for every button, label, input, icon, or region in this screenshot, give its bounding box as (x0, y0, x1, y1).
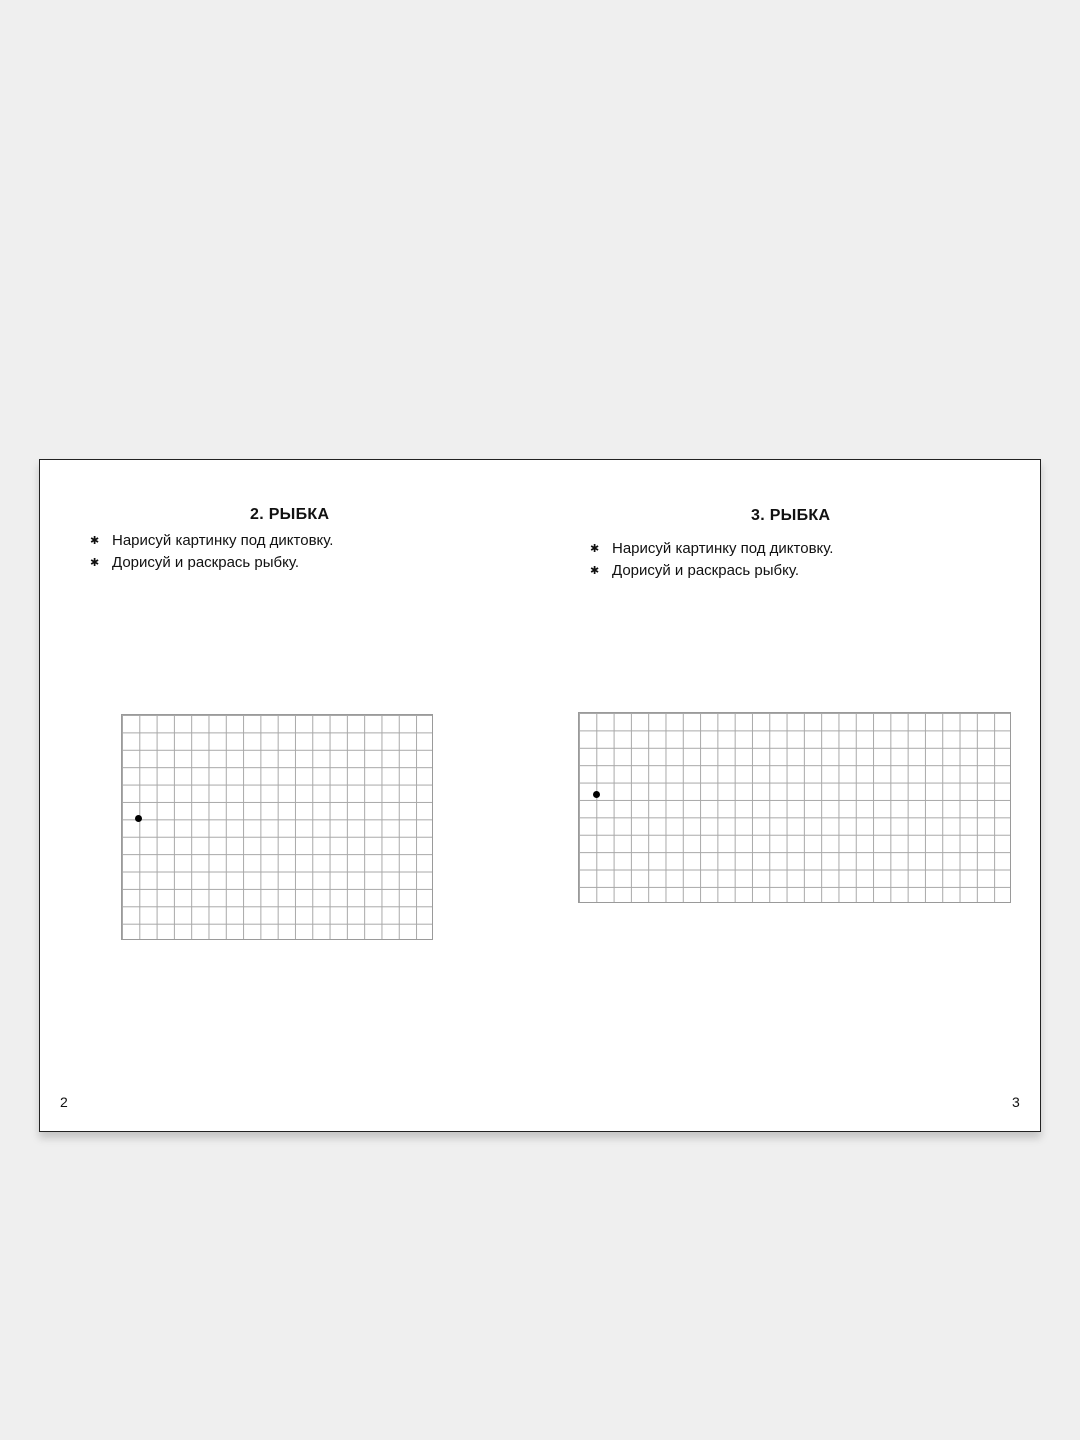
instruction-text: Дорисуй и раскрась рыбку. (112, 554, 300, 571)
star-icon: ✱ (590, 565, 600, 577)
instruction-item (590, 560, 833, 582)
star-icon: ✱ (90, 557, 100, 569)
exercise-title: 2. РЫБКА (250, 506, 330, 523)
right-page (540, 460, 1040, 1131)
instruction-item (590, 538, 833, 560)
instruction-item (90, 530, 333, 552)
instruction-text: Нарисуй картинку под диктовку. (612, 540, 834, 557)
instruction-text: Нарисуй картинку под диктовку. (112, 532, 334, 549)
exercise-title: 3. РЫБКА (751, 507, 831, 524)
drawing-grid (121, 714, 433, 940)
star-icon: ✱ (90, 535, 100, 547)
workbook-spread (39, 459, 1041, 1132)
instruction-list (590, 538, 833, 582)
instruction-item (90, 552, 333, 574)
star-icon: ✱ (590, 543, 600, 555)
instruction-text: Дорисуй и раскрась рыбку. (612, 562, 800, 579)
start-point-dot (135, 815, 142, 822)
instruction-list (90, 530, 333, 574)
page-number: 3 (1012, 1094, 1020, 1110)
page-number: 2 (60, 1094, 68, 1110)
drawing-grid (578, 712, 1011, 903)
start-point-dot (593, 791, 600, 798)
left-page (40, 460, 540, 1131)
